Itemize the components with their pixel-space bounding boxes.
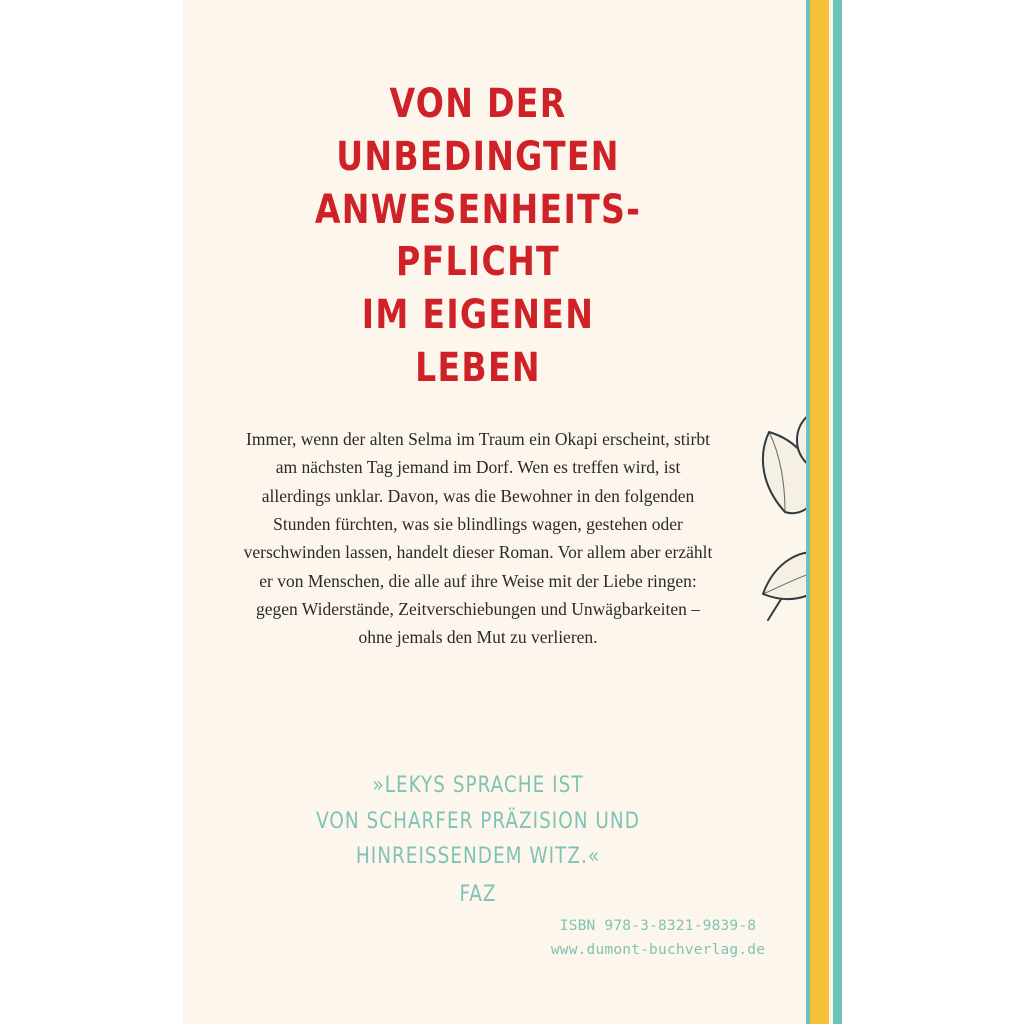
- title-line: LEBEN: [415, 344, 541, 391]
- stripe-teal-wide: [833, 0, 842, 1024]
- title-line: ANWESENHEITS-: [314, 186, 642, 233]
- blurb-text: Immer, wenn der alten Selma im Traum ein Okapi erscheint, stirbt am nächsten Tag jemand im Dorf. Wen es treffen wird, ist allerdings unklar. Davon, was die Bewohner in den folgenden Stunden fürchten, was sie blindlings wagen, gestehen oder verschwinden lassen, handelt dieser Roman. Vor allem aber erzählt er von Menschen, die alle auf ihre Weise mit der Liebe ringen: gegen Widerstände, Zeitverschiebungen und Unwägbarkeiten – ohne jemals den Mut zu verlieren.: [243, 429, 713, 648]
- publisher-website[interactable]: www.dumont-buchverlag.de: [550, 941, 766, 958]
- pull-quote-line: HINREISSENDEM WITZ.«: [355, 844, 601, 870]
- pull-quote-line: »LEKYS SPRACHE IST: [372, 773, 584, 798]
- imprint-block: [513, 915, 803, 963]
- title-line: IM EIGENEN: [361, 292, 595, 339]
- cover-content-area: [183, 0, 806, 1024]
- page-title: [262, 78, 694, 395]
- pull-quote: [259, 768, 696, 913]
- isbn-text: ISBN 978-3-8321-9839-8: [559, 918, 757, 934]
- title-line: UNBEDINGTEN: [336, 133, 620, 180]
- stripe-yellow: [810, 0, 829, 1024]
- book-back-cover: [183, 0, 842, 1024]
- title-line: PFLICHT: [396, 239, 560, 286]
- title-line: VON DER: [389, 81, 567, 127]
- pull-quote-line: VON SCHARFER PRÄZISION UND: [316, 808, 640, 834]
- pull-quote-source: FAZ: [459, 881, 497, 907]
